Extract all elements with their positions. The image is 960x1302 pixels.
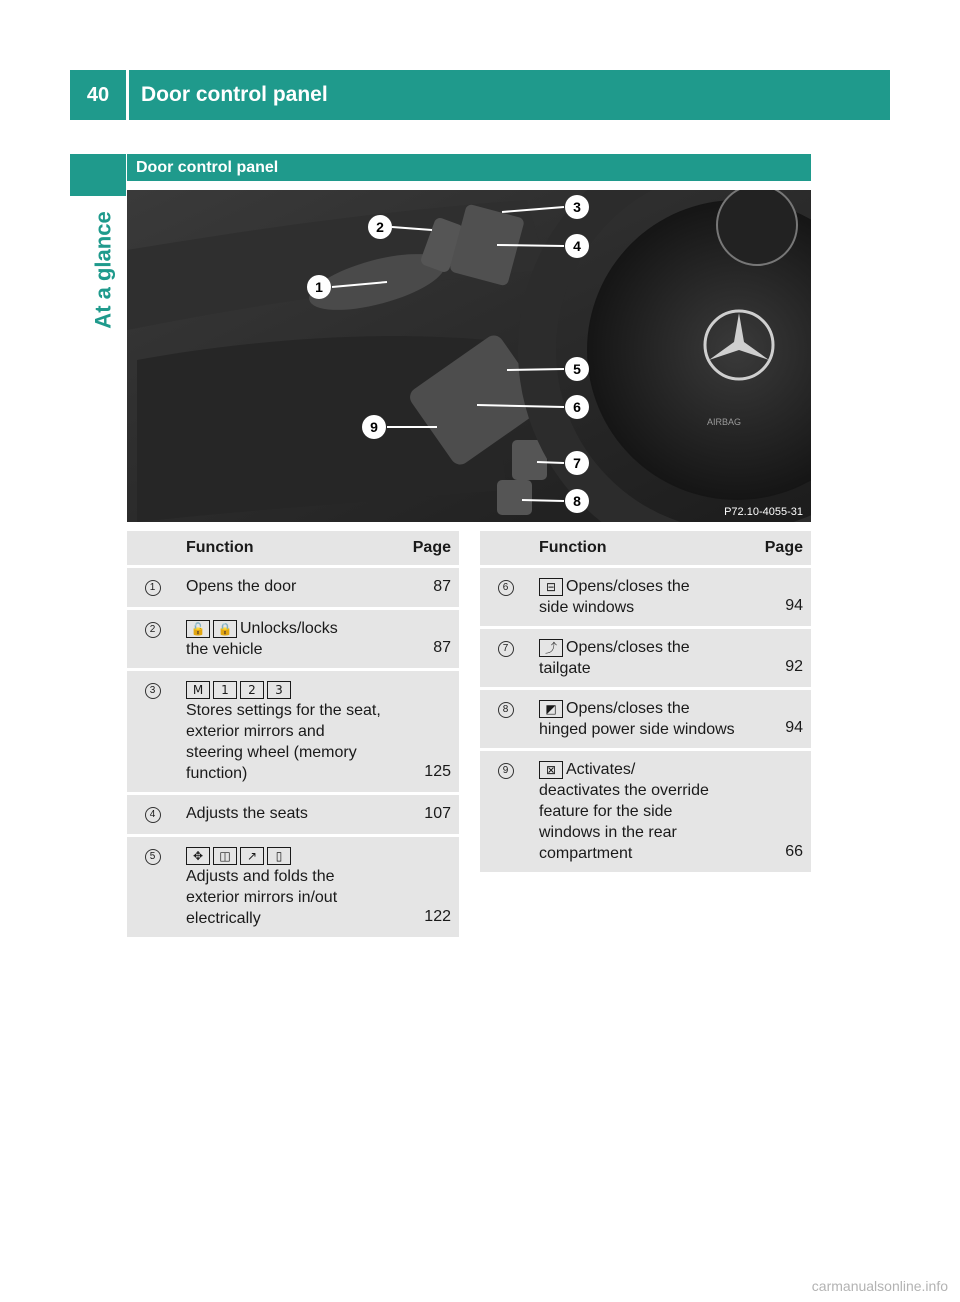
button-symbol-icon: 🔓 xyxy=(186,620,210,638)
circled-number-icon: 3 xyxy=(145,683,161,699)
row-number xyxy=(127,568,178,607)
circled-number-icon: 2 xyxy=(145,622,161,638)
instrument-gauge xyxy=(717,190,797,265)
circled-number-icon: 1 xyxy=(145,580,161,596)
function-text-line xyxy=(539,576,747,597)
function-table-right xyxy=(480,528,811,875)
function-text-line xyxy=(186,618,395,639)
header-function: Function xyxy=(178,531,399,565)
header-page: Page xyxy=(399,531,459,565)
row-function xyxy=(178,568,399,607)
table-row xyxy=(127,837,459,937)
button-symbol-icon: ◩ xyxy=(539,700,563,718)
svg-text:7: 7 xyxy=(573,455,581,471)
function-text-line xyxy=(186,679,395,700)
circled-number-icon: 8 xyxy=(498,702,514,718)
page-header xyxy=(70,70,890,120)
function-text-line: electrically xyxy=(186,910,261,927)
function-text-line: Adjusts the seats xyxy=(186,805,308,822)
button-symbol-icon: ⊟ xyxy=(539,578,563,596)
table-body xyxy=(480,568,811,872)
function-text: Opens/closes the xyxy=(566,639,690,656)
row-page-link[interactable]: 87 xyxy=(399,568,459,607)
callout-5 xyxy=(565,357,589,381)
header-num xyxy=(127,531,178,565)
svg-text:4: 4 xyxy=(573,238,581,254)
function-text-line: deactivates the override xyxy=(539,782,709,799)
page-number: 40 xyxy=(86,83,110,106)
function-text-line: exterior mirrors and xyxy=(186,723,325,740)
row-function xyxy=(178,671,399,792)
button-symbol-icon: 2 xyxy=(240,681,264,699)
function-text-line: Adjusts and folds the xyxy=(186,868,335,885)
callout-2 xyxy=(368,215,392,239)
row-number xyxy=(127,671,178,792)
button-symbol-icon: ⤴ xyxy=(539,639,563,657)
button-symbol-icon: 🔒 xyxy=(213,620,237,638)
row-page-link[interactable]: 87 xyxy=(399,610,459,668)
function-text-line: the vehicle xyxy=(186,641,263,658)
table-row xyxy=(127,610,459,668)
page-title: Door control panel xyxy=(141,83,328,106)
callout-4 xyxy=(565,234,589,258)
callout-3 xyxy=(565,195,589,219)
circled-number-icon: 7 xyxy=(498,641,514,657)
row-function xyxy=(531,690,751,748)
header-page: Page xyxy=(751,531,811,565)
button-symbol-icon: 3 xyxy=(267,681,291,699)
button-symbol-icon: ⊠ xyxy=(539,761,563,779)
table-row xyxy=(127,795,459,834)
function-text-line: Opens the door xyxy=(186,578,297,595)
function-text-line: exterior mirrors in/out xyxy=(186,889,338,906)
function-text-line: feature for the side xyxy=(539,803,673,820)
section-title: Door control panel xyxy=(136,158,279,176)
circled-number-icon: 5 xyxy=(145,849,161,865)
function-text: Unlocks/locks xyxy=(240,620,338,637)
function-text-line: hinged power side windows xyxy=(539,721,735,738)
function-text-line xyxy=(186,845,395,866)
row-function xyxy=(531,568,751,626)
callout-9 xyxy=(362,415,386,439)
row-function xyxy=(531,751,751,872)
circled-number-icon: 9 xyxy=(498,763,514,779)
function-text: Opens/closes the xyxy=(566,578,690,595)
svg-text:3: 3 xyxy=(573,199,581,215)
row-function xyxy=(531,629,751,687)
table-row xyxy=(127,568,459,607)
figure-illustration xyxy=(127,190,811,522)
table-header-row xyxy=(127,531,459,565)
table-row xyxy=(480,568,811,626)
door-control-panel-figure xyxy=(127,190,811,522)
function-text-line: function) xyxy=(186,765,248,782)
svg-text:2: 2 xyxy=(376,219,384,235)
table-row xyxy=(480,690,811,748)
row-page-link[interactable]: 94 xyxy=(751,568,811,626)
button-symbol-icon: ◫ xyxy=(213,847,237,865)
button-symbol-icon: ↗ xyxy=(240,847,264,865)
function-text-line: windows in the rear xyxy=(539,824,677,841)
row-number xyxy=(127,610,178,668)
side-tab[interactable] xyxy=(84,208,124,332)
row-number xyxy=(127,795,178,834)
section-title-bar xyxy=(127,154,811,181)
function-text-line: compartment xyxy=(539,845,633,862)
table-header-row xyxy=(480,531,811,565)
row-number xyxy=(480,568,531,626)
table-row xyxy=(127,671,459,792)
function-text-line xyxy=(539,759,747,780)
circled-number-icon: 4 xyxy=(145,807,161,823)
row-function xyxy=(178,837,399,937)
header-function: Function xyxy=(531,531,751,565)
function-text-line: tailgate xyxy=(539,660,591,677)
svg-text:1: 1 xyxy=(315,279,323,295)
table-body xyxy=(127,568,459,937)
function-text-line: side windows xyxy=(539,599,635,616)
row-page-link[interactable]: 94 xyxy=(751,690,811,748)
svg-text:6: 6 xyxy=(573,399,581,415)
function-text-line xyxy=(539,698,747,719)
row-page-link[interactable]: 122 xyxy=(399,837,459,937)
function-text: Activates/ xyxy=(566,761,636,778)
header-num xyxy=(480,531,531,565)
row-number xyxy=(127,837,178,937)
circled-number-icon: 6 xyxy=(498,580,514,596)
function-text-line: steering wheel (memory xyxy=(186,744,357,761)
button-symbol-icon: M xyxy=(186,681,210,699)
function-table-left xyxy=(127,528,459,940)
function-text-line xyxy=(539,637,747,658)
footer-watermark: carmanualsonline.info xyxy=(811,1278,948,1294)
svg-text:9: 9 xyxy=(370,419,378,435)
row-page-link[interactable]: 125 xyxy=(399,671,459,792)
hinged-window-switch xyxy=(497,480,532,515)
row-number xyxy=(480,629,531,687)
button-symbol-icon: 1 xyxy=(213,681,237,699)
row-function xyxy=(178,795,399,834)
row-page-link[interactable]: 92 xyxy=(751,629,811,687)
button-symbol-icon: ▯ xyxy=(267,847,291,865)
button-symbol-icon: ✥ xyxy=(186,847,210,865)
table-row xyxy=(480,629,811,687)
row-number xyxy=(480,690,531,748)
callout-6 xyxy=(565,395,589,419)
function-text-line: Stores settings for the seat, xyxy=(186,702,381,719)
svg-text:5: 5 xyxy=(573,361,581,377)
side-tab-label: At a glance xyxy=(91,211,116,329)
row-function xyxy=(178,610,399,668)
table-row xyxy=(480,751,811,872)
callout-7 xyxy=(565,451,589,475)
airbag-label: AIRBAG xyxy=(707,417,742,427)
callout-8 xyxy=(565,489,589,513)
row-page-link[interactable]: 107 xyxy=(399,795,459,834)
header-divider xyxy=(126,70,129,120)
svg-text:8: 8 xyxy=(573,493,581,509)
figure-code: P72.10-4055-31 xyxy=(724,506,803,518)
callout-1 xyxy=(307,275,331,299)
side-tab-marker xyxy=(70,154,126,196)
function-text: Opens/closes the xyxy=(566,700,690,717)
row-number xyxy=(480,751,531,872)
row-page-link[interactable]: 66 xyxy=(751,751,811,872)
